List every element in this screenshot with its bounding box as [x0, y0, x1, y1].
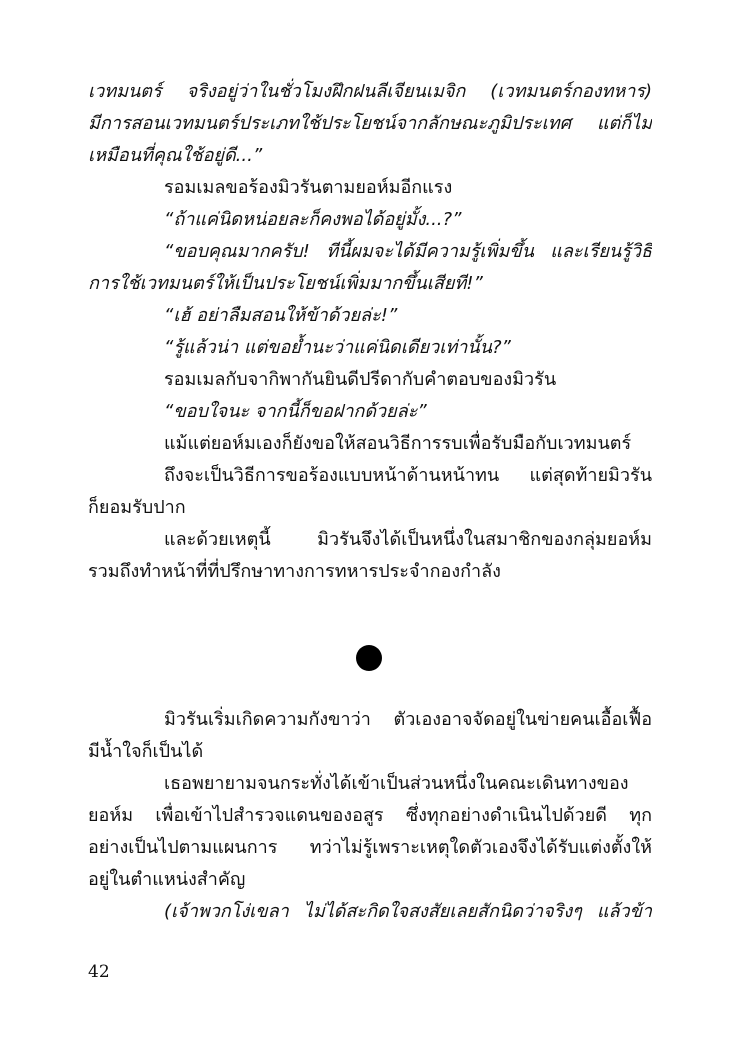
paragraph-line: การใช้เวทมนตร์ให้เป็นประโยชน์เพิ่มมากขึ้นเสียที!”: [88, 273, 483, 294]
paragraph-line: (เจ้าพวกโง่เขลา ไม่ได้สะกิดใจสงสัยเลยสักนิดว่าจริงๆ แล้วข้า: [164, 901, 652, 922]
paragraph-line: มิวรันเริ่มเกิดความกังขาว่า ตัวเองอาจจัดอยู่ในข่ายคนเอื้อเฟื้อ: [164, 709, 652, 730]
paragraph-line: มีน้ำใจก็เป็นได้: [88, 741, 204, 762]
paragraph-line: “ขอบใจนะ จากนี้ก็ขอฝากด้วยล่ะ”: [164, 401, 427, 422]
paragraph-line: รอมเมลขอร้องมิวรันตามยอห์มอีกแรง: [164, 177, 453, 198]
paragraph-line: ถึงจะเป็นวิธีการขอร้องแบบหน้าด้านหน้าทน แต่สุดท้ายมิวรัน: [164, 465, 652, 486]
paragraph-line: และด้วยเหตุนี้ มิวรันจึงได้เป็นหนึ่งในสมาชิกของกลุ่มยอห์ม: [164, 529, 652, 550]
paragraph-line: รวมถึงทำหน้าที่ที่ปรึกษาทางการทหารประจำกองกำลัง: [88, 561, 501, 582]
paragraph-line: เวทมนตร์ จริงอยู่ว่าในชั่วโมงฝึกฝนลีเจียนเมจิก (เวทมนตร์กองทหาร): [88, 81, 652, 102]
paragraph-line: อย่างเป็นไปตามแผนการ ทว่าไม่รู้เพราะเหตุใดตัวเองจึงได้รับแต่งตั้งให้: [88, 837, 652, 858]
paragraph-line: “รู้แล้วน่า แต่ขอย้ำนะว่าแค่นิดเดียวเท่านั้น?”: [164, 337, 511, 358]
text-block-bottom: [88, 704, 652, 928]
paragraph-line: มีการสอนเวทมนตร์ประเภทใช้ประโยชน์จากลักษณะภูมิประเทศ แต่ก็ไม่: [88, 113, 652, 134]
paragraph-line: เธอพยายามจนกระทั่งได้เข้าเป็นส่วนหนึ่งในคณะเดินทางของ: [164, 773, 629, 794]
page-number: 42: [88, 962, 110, 982]
paragraph-line: แม้แต่ยอห์มเองก็ยังขอให้สอนวิธีการรบเพื่อรับมือกับเวทมนตร์: [164, 433, 632, 454]
paragraph-line: ยอห์ม เพื่อเข้าไปสำรวจแดนของอสูร ซึ่งทุกอย่างดำเนินไปด้วยดี ทุก: [88, 805, 652, 826]
paragraph-line: อยู่ในตำแหน่งสำคัญ: [88, 869, 246, 890]
paragraph-line: “ขอบคุณมากครับ! ทีนี้ผมจะได้มีความรู้เพิ่มขึ้น และเรียนรู้วิธี: [164, 241, 652, 262]
section-break-dot: [356, 645, 382, 671]
paragraph-line: ก็ยอมรับปาก: [88, 497, 186, 518]
paragraph-line: “ถ้าแค่นิดหน่อยละก็คงพอได้อยู่มั้ง...?”: [164, 209, 462, 230]
text-block-top: [88, 76, 652, 588]
paragraph-line: รอมเมลกับจากิพากันยินดีปรีดากับคำตอบของมิวรัน: [164, 369, 557, 390]
paragraph-line: “เฮ้ อย่าลืมสอนให้ข้าด้วยล่ะ!”: [164, 305, 398, 326]
paragraph-line: เหมือนที่คุณใช้อยู่ดี...”: [88, 145, 263, 166]
